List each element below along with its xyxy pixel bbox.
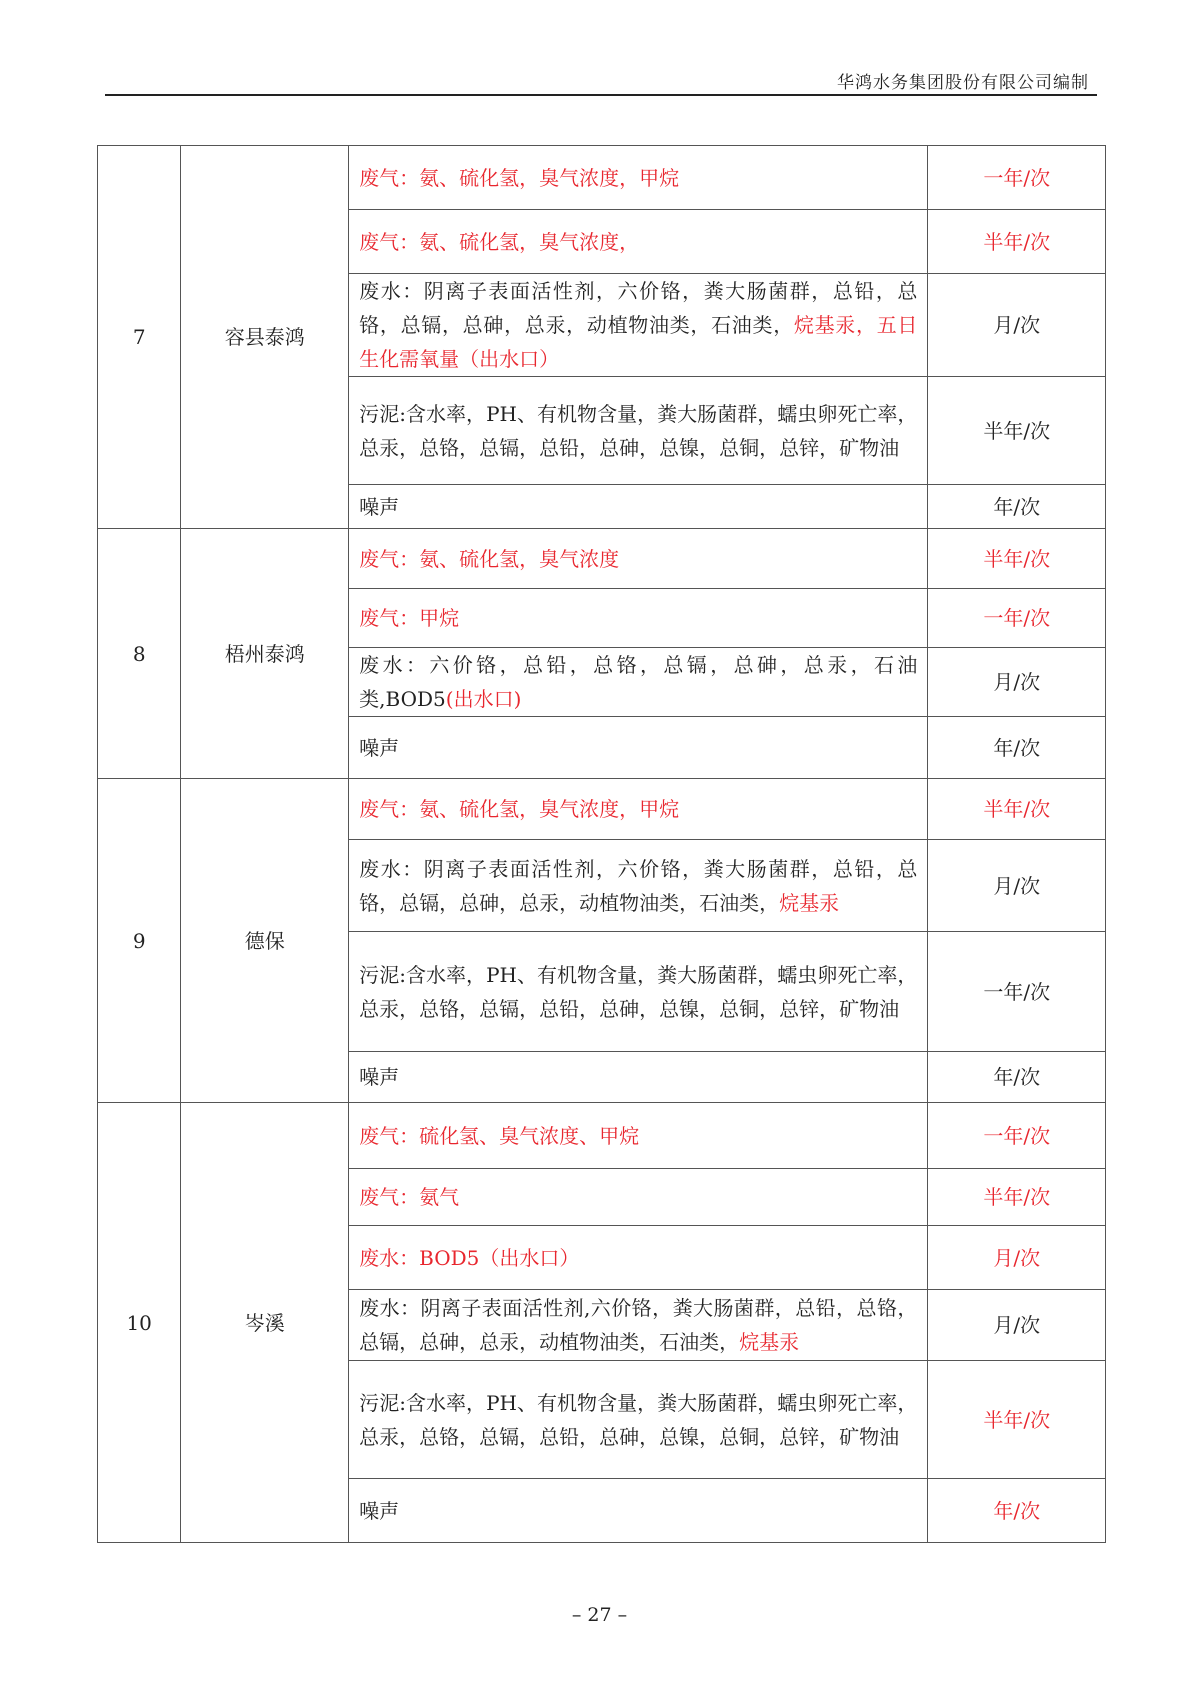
item-text-segment: 噪声 <box>359 735 400 760</box>
monitoring-item <box>349 377 928 485</box>
table-row <box>98 779 1106 840</box>
monitoring-item <box>349 1226 928 1290</box>
monitoring-table-body <box>98 146 1106 1543</box>
monitoring-frequency: 半年/次 <box>928 1361 1106 1479</box>
item-text-segment: 污泥:含水率，PH、有机物含量，粪大肠菌群，蠕虫卵死亡率，总汞，总铬，总镉，总铅，总砷，总镍，总铜，总锌，矿物油 <box>359 962 918 1021</box>
monitoring-item <box>349 717 928 779</box>
item-text-segment: 废水：阴离子表面活性剂，六价铬，粪大肠菌群，总铅，总铬，总镉，总砷，总汞，动植物油类，石油类， <box>359 856 918 915</box>
item-text-segment: 噪声 <box>359 1498 400 1523</box>
monitoring-frequency: 一年/次 <box>928 932 1106 1052</box>
monitoring-frequency: 半年/次 <box>928 377 1106 485</box>
page-header <box>105 68 1097 96</box>
item-text-segment: 噪声 <box>359 494 400 519</box>
table-row <box>98 529 1106 589</box>
monitoring-frequency: 一年/次 <box>928 146 1106 210</box>
monitoring-frequency: 半年/次 <box>928 529 1106 589</box>
monitoring-item <box>349 1479 928 1543</box>
monitoring-frequency: 半年/次 <box>928 1169 1106 1226</box>
monitoring-item <box>349 1103 928 1169</box>
item-text-segment: (出水口) <box>445 687 522 711</box>
page-number: – 27 – <box>571 1604 628 1626</box>
group-number: 10 <box>98 1103 181 1543</box>
item-text-segment: 烷基汞 <box>779 890 840 915</box>
item-text-segment: 污泥:含水率，PH、有机物含量，粪大肠菌群，蠕虫卵死亡率，总汞，总铬，总镉，总铅，总砷，总镍，总铜，总锌，矿物油 <box>359 1390 918 1449</box>
item-text-segment: 烷基汞 <box>739 1330 800 1354</box>
item-text-segment: 废气：氨、硫化氢，臭气浓度，甲烷 <box>359 165 680 190</box>
monitoring-item <box>349 146 928 210</box>
item-text-segment: 废水：阴离子表面活性剂,六价铬，粪大肠菌群，总铅，总铬，总镉，总砷，总汞，动植物油类，石油类， <box>359 1296 918 1354</box>
table-row <box>98 1103 1106 1169</box>
monitoring-frequency: 年/次 <box>928 1479 1106 1543</box>
group-number: 8 <box>98 529 181 779</box>
header-org: 华鸿水务集团股份有限公司编制 <box>837 73 1089 93</box>
monitoring-frequency: 半年/次 <box>928 210 1106 274</box>
monitoring-item <box>349 1169 928 1226</box>
monitoring-item <box>349 840 928 932</box>
monitoring-frequency: 一年/次 <box>928 589 1106 648</box>
monitoring-item <box>349 1290 928 1361</box>
item-text-segment: 废气：氨、硫化氢，臭气浓度，甲烷 <box>359 797 680 821</box>
monitoring-item <box>349 932 928 1052</box>
monitoring-item <box>349 1361 928 1479</box>
site-name: 德保 <box>181 779 349 1103</box>
item-text-segment: 废水：阴离子表面活性剂，六价铬，粪大肠菌群，总铅，总铬，总镉，总砷，总汞，动植物油类，石油类， <box>359 279 918 337</box>
group-number: 9 <box>98 779 181 1103</box>
monitoring-frequency: 年/次 <box>928 485 1106 529</box>
site-name: 容县泰鸿 <box>181 146 349 529</box>
item-text-segment: 烷基汞，五日生化需氧量（出水口） <box>359 313 918 371</box>
item-text-segment: 废气：硫化氢、臭气浓度、甲烷 <box>359 1123 640 1148</box>
monitoring-frequency: 半年/次 <box>928 779 1106 840</box>
monitoring-item <box>349 274 928 377</box>
group-number: 7 <box>98 146 181 529</box>
monitoring-frequency: 年/次 <box>928 717 1106 779</box>
monitoring-item <box>349 779 928 840</box>
monitoring-frequency: 月/次 <box>928 840 1106 932</box>
monitoring-frequency: 一年/次 <box>928 1103 1106 1169</box>
monitoring-table <box>97 145 1106 1543</box>
table-row <box>98 146 1106 210</box>
monitoring-item <box>349 648 928 717</box>
item-text-segment: 废气：氨气 <box>359 1185 460 1209</box>
item-text-segment: 污泥:含水率，PH、有机物含量，粪大肠菌群，蠕虫卵死亡率，总汞，总铬，总镉，总铅，总砷，总镍，总铜，总锌，矿物油 <box>359 401 918 460</box>
monitoring-frequency: 月/次 <box>928 648 1106 717</box>
monitoring-frequency: 月/次 <box>928 1290 1106 1361</box>
site-name: 梧州泰鸿 <box>181 529 349 779</box>
monitoring-frequency: 年/次 <box>928 1052 1106 1103</box>
item-text-segment: 废水：六价铬，总铅，总铬，总镉，总砷，总汞，石油类,BOD5 <box>359 653 918 711</box>
item-text-segment: 噪声 <box>359 1065 400 1089</box>
monitoring-frequency: 月/次 <box>928 274 1106 377</box>
item-text-segment: 废气：氨、硫化氢，臭气浓度 <box>359 546 620 571</box>
monitoring-item <box>349 485 928 529</box>
monitoring-item <box>349 210 928 274</box>
monitoring-item <box>349 1052 928 1103</box>
monitoring-item <box>349 589 928 648</box>
item-text-segment: 废水：BOD5（出水口） <box>359 1245 580 1270</box>
item-text-segment: 废气：氨、硫化氢，臭气浓度， <box>359 229 640 254</box>
site-name: 岑溪 <box>181 1103 349 1543</box>
monitoring-frequency: 月/次 <box>928 1226 1106 1290</box>
item-text-segment: 废气：甲烷 <box>359 606 460 630</box>
monitoring-item <box>349 529 928 589</box>
